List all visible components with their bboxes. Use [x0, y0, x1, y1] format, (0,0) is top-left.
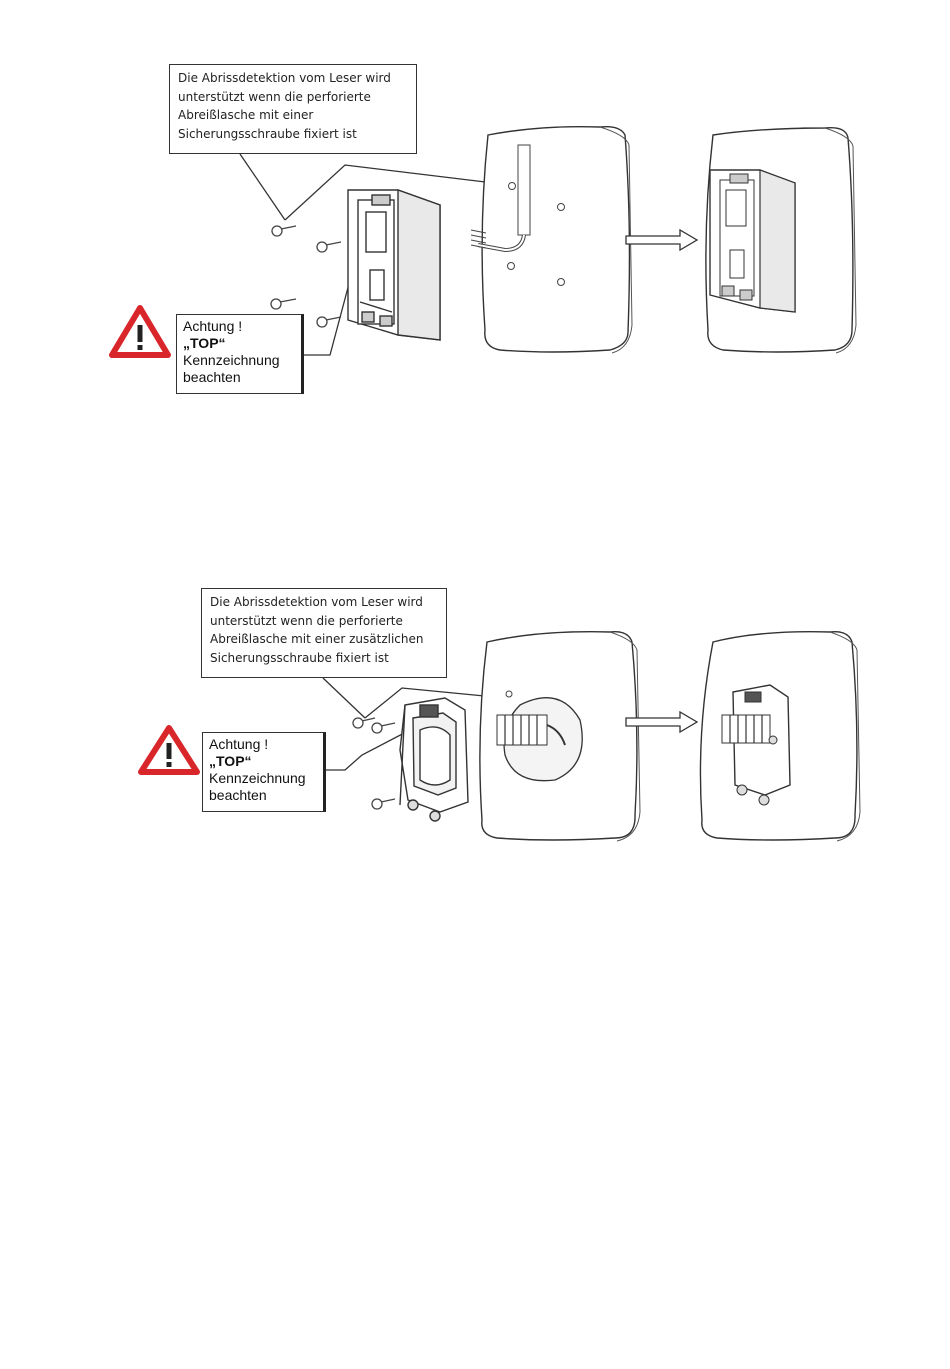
diagram-2-artwork	[0, 580, 950, 850]
warning-title: Achtung !	[183, 318, 243, 334]
screw-icon	[353, 718, 395, 809]
tamper-detection-callout	[169, 64, 417, 154]
warning-top-label: „TOP“	[209, 753, 252, 769]
arrow-right-icon	[626, 230, 697, 250]
wall-plate	[471, 127, 632, 353]
wall-plate-assembled	[706, 128, 856, 353]
warning-line-3: Kennzeichnung	[183, 352, 280, 368]
callout-line: Abreißlasche mit einer zusätzlichen	[210, 632, 424, 646]
warning-triangle-icon	[112, 308, 168, 355]
mounting-bracket	[348, 190, 440, 340]
mounting-bracket	[400, 698, 468, 821]
callout-line: Sicherungsschraube fixiert ist	[210, 650, 389, 665]
diagram-1-artwork	[0, 50, 950, 410]
screw-icon	[271, 226, 341, 327]
callout-line: unterstützt wenn die perforierte	[210, 613, 403, 628]
warning-title: Achtung !	[209, 736, 269, 752]
callout-line: Abreißlasche mit einer	[178, 108, 314, 122]
warning-triangle-icon	[141, 728, 197, 772]
warning-leader-line	[326, 730, 410, 770]
callout-leader-line	[323, 678, 365, 718]
warning-line-4: beachten	[183, 369, 241, 385]
callout-leader-line	[240, 154, 285, 220]
callout-line: unterstützt wenn die perforierte	[178, 89, 371, 104]
wall-plate	[480, 632, 640, 841]
wall-plate-assembled	[700, 632, 860, 841]
callout-line: Die Abrissdetektion vom Leser wird	[178, 71, 391, 85]
warning-top-label: „TOP“	[183, 335, 226, 351]
top-marking-warning-box	[176, 314, 304, 394]
installation-diagram-2	[0, 580, 950, 850]
installation-diagram-1	[0, 50, 950, 410]
callout-line: Die Abrissdetektion vom Leser wird	[210, 595, 423, 609]
warning-line-4: beachten	[209, 787, 267, 803]
tamper-detection-callout	[201, 588, 447, 678]
warning-line-3: Kennzeichnung	[209, 770, 306, 786]
top-marking-warning-box	[202, 732, 326, 812]
callout-line: Sicherungsschraube fixiert ist	[178, 126, 357, 141]
